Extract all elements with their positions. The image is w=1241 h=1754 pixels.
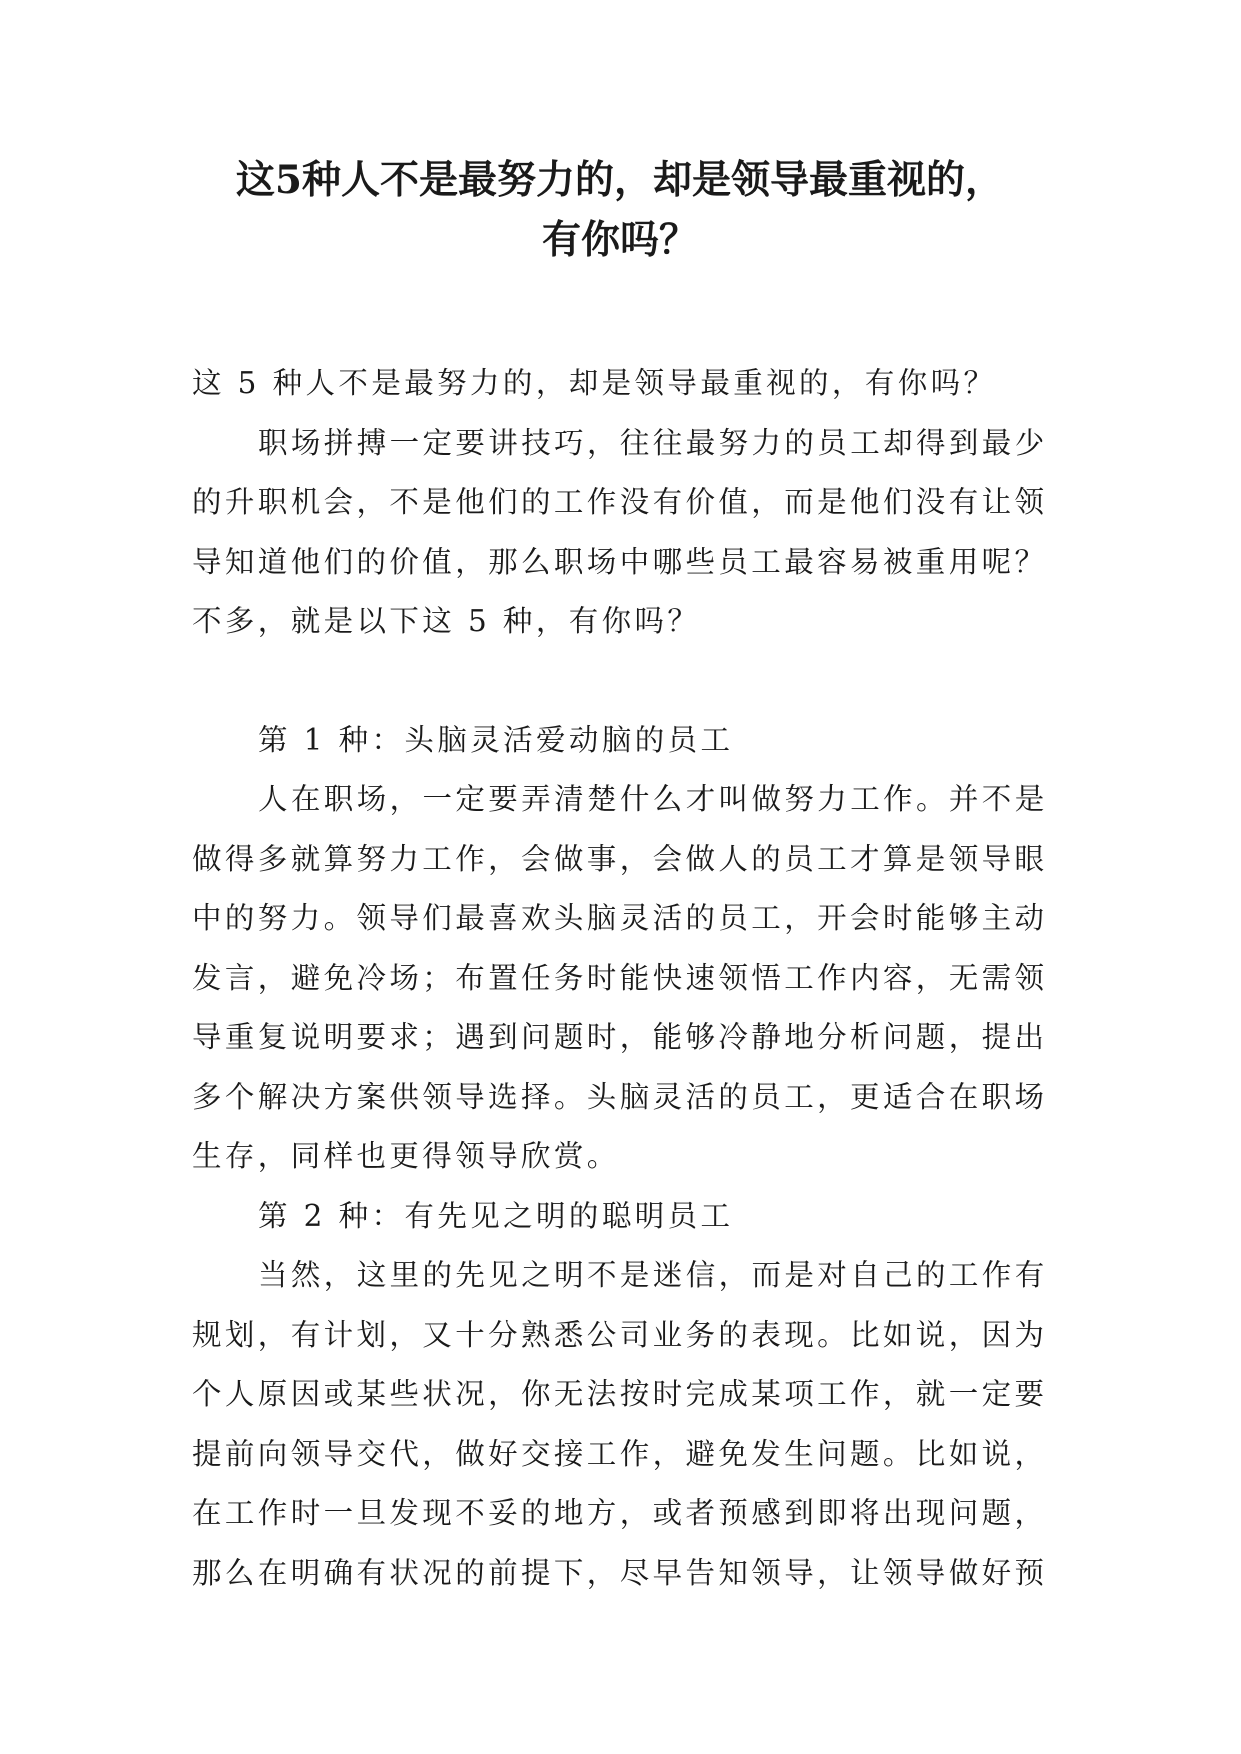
intro-line: 导知道他们的价值，那么职场中哪些员工最容易被重用呢？ (192, 544, 1048, 579)
intro-line: 的升职机会，不是他们的工作没有价值，而是他们没有让领 (192, 485, 1048, 519)
section1-line: 做得多就算努力工作，会做事，会做人的员工才算是领导眼 (192, 841, 1048, 876)
section1-line: 发言，避免冷场；布置任务时能快速领悟工作内容，无需领 (192, 960, 1048, 995)
title-line: 这5种人不是最努力的，却是领导最重视的， (235, 157, 1005, 203)
section-heading: 第 2 种：有先见之明的聪明员工 (258, 1198, 734, 1233)
paragraph-spacer (192, 652, 1082, 711)
section1-line: 中的努力。领导们最喜欢头脑灵活的员工，开会时能够主动 (192, 901, 1048, 935)
section1-line: 生存，同样也更得领导欣赏。 (192, 1139, 620, 1173)
section2-line: 当然，这里的先见之明不是迷信，而是对自己的工作有 (258, 1258, 1048, 1292)
section1-line: 人在职场，一定要弄清楚什么才叫做努力工作。并不是 (258, 782, 1048, 816)
title-line: 有你吗？ (541, 217, 698, 263)
intro-line: 不多，就是以下这 5 种，有你吗？ (192, 604, 701, 638)
section2-line: 那么在明确有状况的前提下，尽早告知领导，让领导做好预 (192, 1555, 1048, 1590)
subtitle-line: 这 5 种人不是最努力的，却是领导最重视的，有你吗？ (192, 366, 997, 400)
section1-line: 多个解决方案供领导选择。头脑灵活的员工，更适合在职场 (192, 1079, 1048, 1114)
section1-line: 导重复说明要求；遇到问题时，能够冷静地分析问题，提出 (192, 1020, 1048, 1054)
intro-line: 职场拼搏一定要讲技巧，往往最努力的员工却得到最少 (258, 425, 1048, 460)
document-title (180, 150, 1060, 270)
section2-line: 在工作时一旦发现不妥的地方，或者预感到即将出现问题， (192, 1496, 1048, 1530)
section2-line: 规划，有计划，又十分熟悉公司业务的表现。比如说，因为 (192, 1317, 1048, 1352)
section2-line: 个人原因或某些状况，你无法按时完成某项工作，就一定要 (192, 1377, 1048, 1411)
document-body (192, 354, 1082, 1603)
section2-line: 提前向领导交代，做好交接工作，避免发生问题。比如说， (192, 1436, 1048, 1471)
section-heading: 第 1 种：头脑灵活爱动脑的员工 (258, 722, 734, 757)
